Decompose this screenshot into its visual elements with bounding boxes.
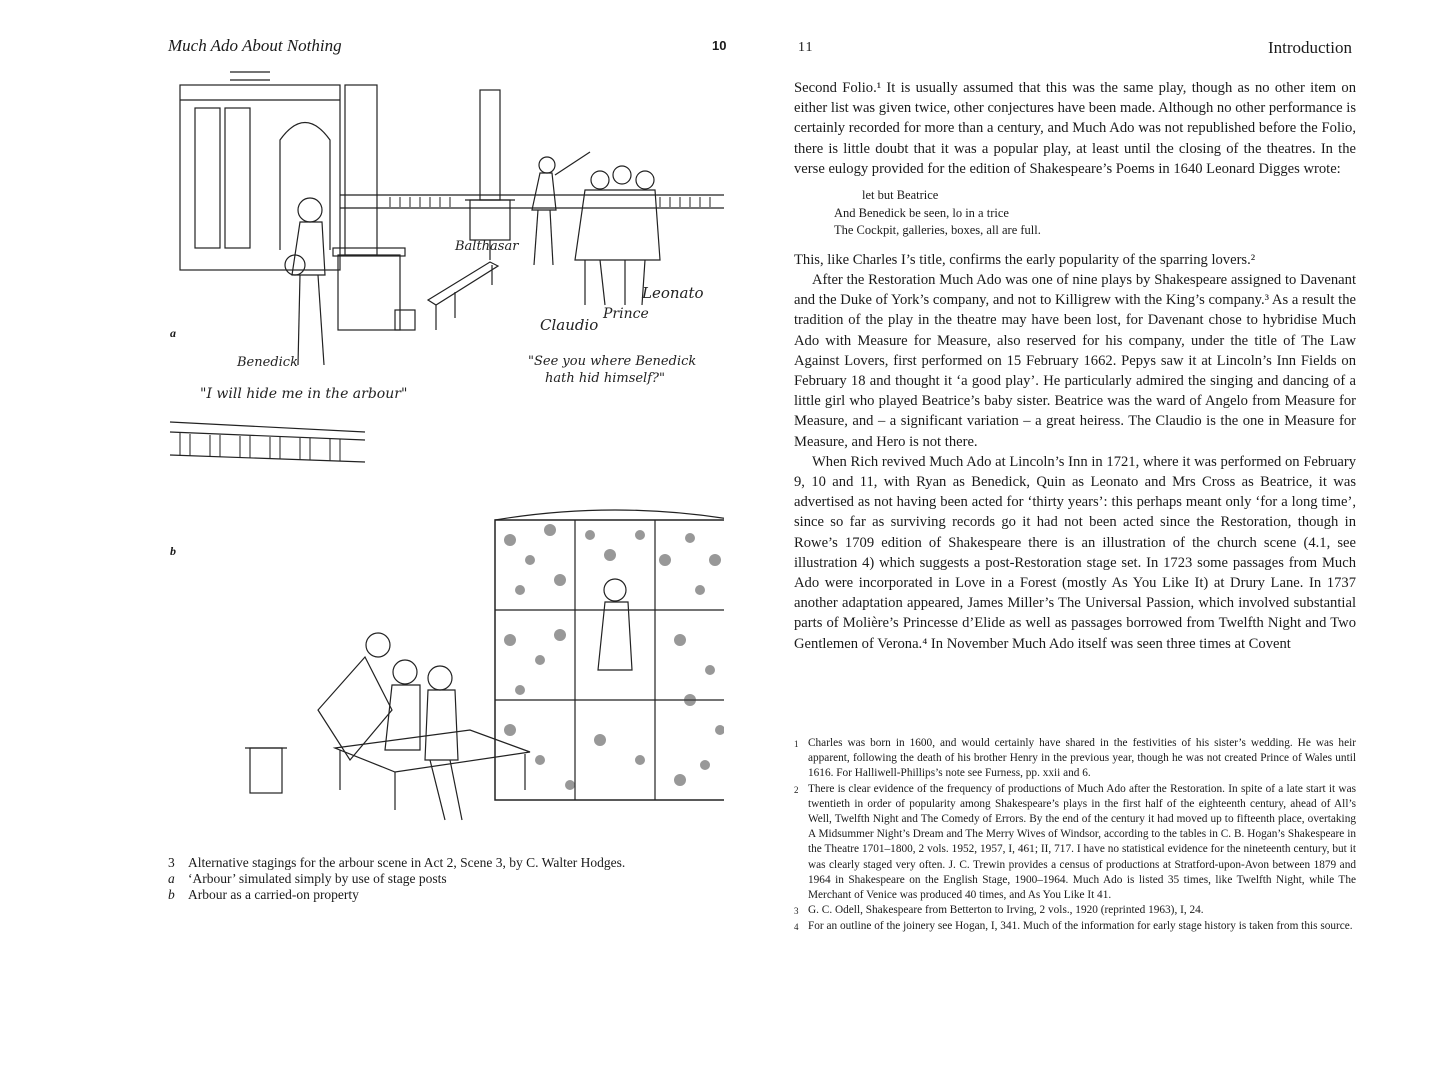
label-claudio: Claudio <box>540 316 599 334</box>
footnote <box>794 903 1356 919</box>
verse-quotation <box>834 187 1356 240</box>
footnote-text: Charles was born in 1600, and would certainly have shared in the festivities of his sister’s wedding. He was heir apparent, following the death of his brother Henry in the previous year, though he was not created Prince of Wales until 1616. For Halliwell-Phillips’s note see Furness, pp. xxii and 6. <box>808 737 1356 780</box>
paragraph: Second Folio.¹ It is usually assumed that this was the same play, though as no other item on either list was given twice, other conjectures have been made. Although no other performance is certainly recorded for more than a century, and Much Ado was not republished before the Folio, there is little doubt that it was a popular play, at least until the closing of the theatres. In the verse eulogy provided for the edition of Shakespeare’s Poems in 1640 Leonard Digges wrote: <box>794 80 1356 177</box>
footnotes <box>794 736 1356 936</box>
footnote-number: 2 <box>794 784 799 795</box>
caption-row <box>168 887 625 903</box>
figure-caption <box>168 855 625 903</box>
caption-row <box>168 871 625 887</box>
arbour-illustration <box>0 60 724 850</box>
label-leonato: Leonato <box>642 284 704 302</box>
running-title-left: Much Ado About Nothing <box>168 36 342 55</box>
caption-label: a <box>168 871 175 886</box>
paragraph: After the Restoration Much Ado was one of nine plays by Shakespeare assigned to Davenant and the Duke of York’s company, and not to Killigrew with the King’s company.³ As a result the tradition of the play in the theatre may have been lost, for Davenant chose to hybridise Much Ado with Measure for Measure, also reserved for his company, under the title of The Law Against Lovers, first performed on 15 February 1662. Pepys saw it at Lincoln’s Inn Fields on February 18 and thought it ‘a good play’. He particularly admired the singing and dancing of a little girl who played Beatrice’s baby sister. Beatrice was the ward of Angelo from Measure for Measure, and – a significant variation – a great heiress. The Claudio is the one in Measure for Measure, and Hero is not there. <box>794 272 1356 450</box>
running-title-right: Introduction <box>1267 38 1352 57</box>
footnote-number: 3 <box>794 906 799 917</box>
footnote <box>794 736 1356 782</box>
paragraph: When Rich revived Much Ado at Lincoln’s Inn in 1721, where it was performed on February 9, 10 and 11, with Ryan as Benedick, Quin as Leonato and Mrs Cross as Beatrice, it was advertised as not having been acted for ‘thirty years’: this perhaps meant only ‘for a long time’, since so far as surviving records go it had not been acted since the Restoration, though in Rowe’s 1709 edition of Shakespeare there is an illustration of the church scene (4.1, see illustration 4) which suggests a post-Restoration stage set. In 1723 some passages from Much Ado were incorporated in Love in a Forest (mostly As You Like It) at Drury Lane. In 1737 another adaptation appeared, James Miller’s The Universal Passion, which involved substantial parts of Molière’s Princesse d’Elide as well as passages borrowed from Twelfth Night and Two Gentlemen of Verona.⁴ In November Much Ado itself was seen three times at Covent <box>794 453 1356 652</box>
caption-text: ‘Arbour’ simulated simply by use of stage posts <box>188 871 447 886</box>
label-prince: Prince <box>603 306 649 322</box>
verse-line: let but Beatrice <box>862 188 939 203</box>
paragraph: This, like Charles I’s title, confirms the early popularity of the sparring lovers.² <box>794 251 1256 268</box>
page-number-right: 11 <box>798 40 814 55</box>
stage-drawing <box>0 60 724 850</box>
footnote-number: 4 <box>794 922 799 933</box>
verse-line: The Cockpit, galleries, boxes, all are full. <box>834 223 1041 238</box>
claudio-quote-line-1: "See you where Benedick <box>528 354 697 369</box>
benedick-quote: "I will hide me in the arbour" <box>200 386 408 402</box>
claudio-quote-line-2: hath hid himself?" <box>545 371 665 386</box>
panel-b-label: b <box>170 544 176 558</box>
caption-row <box>168 855 625 871</box>
label-benedick: Benedick <box>237 355 298 370</box>
caption-label: b <box>168 887 175 902</box>
footnote-text: There is clear evidence of the frequency of productions of Much Ado after the Restoration. In spite of a late start it was twentieth in order of popularity among Shakespeare’s plays in the first half of the eighteenth century, ahead of All’s Well, Twelfth Night and The Comedy of Errors. By the end of the century it had moved up to fifteenth place, overtaking A Midsummer Night’s Dream and The Merry Wives of Windsor, according to the tables in C. B. Hogan’s Shakespeare in the Theatre 1701–1800, 2 vols. 1952, 1957, I, 461; II, 717. I have no statistical evidence for the nineteenth century, but it was clearly staged very often. J. C. Trewin provides a census of productions at Stratford-upon-Avon between 1879 and 1964 in Shakespeare on the English Stage, 1900–1964. Much Ado is listed 35 times, like Twelfth Night, while The Merchant of Venice was produced 40 times, and As You Like It 41. <box>808 782 1356 902</box>
caption-text: Alternative stagings for the arbour scene in Act 2, Scene 3, by C. Walter Hodges. <box>188 855 626 870</box>
verse-line: And Benedick be seen, lo in a trice <box>834 205 1009 220</box>
panel-a-label: a <box>170 326 176 340</box>
right-page <box>724 0 1448 1080</box>
caption-text: Arbour as a carried-on property <box>188 887 359 902</box>
footnote-number: 1 <box>794 739 799 749</box>
footnote-text: For an outline of the joinery see Hogan, I, 341. Much of the information for early stage history is taken from this source. <box>808 920 1353 933</box>
footnote <box>794 919 1356 935</box>
label-balthasar: Balthasar <box>455 239 519 254</box>
page-number-left: 10 <box>712 38 727 53</box>
footnote <box>794 782 1356 904</box>
caption-label: 3 <box>168 855 175 870</box>
footnote-text: G. C. Odell, Shakespeare from Betterton to Irving, 2 vols., 1920 (reprinted 1963), I, 24. <box>808 904 1204 917</box>
body-text <box>794 78 1356 654</box>
